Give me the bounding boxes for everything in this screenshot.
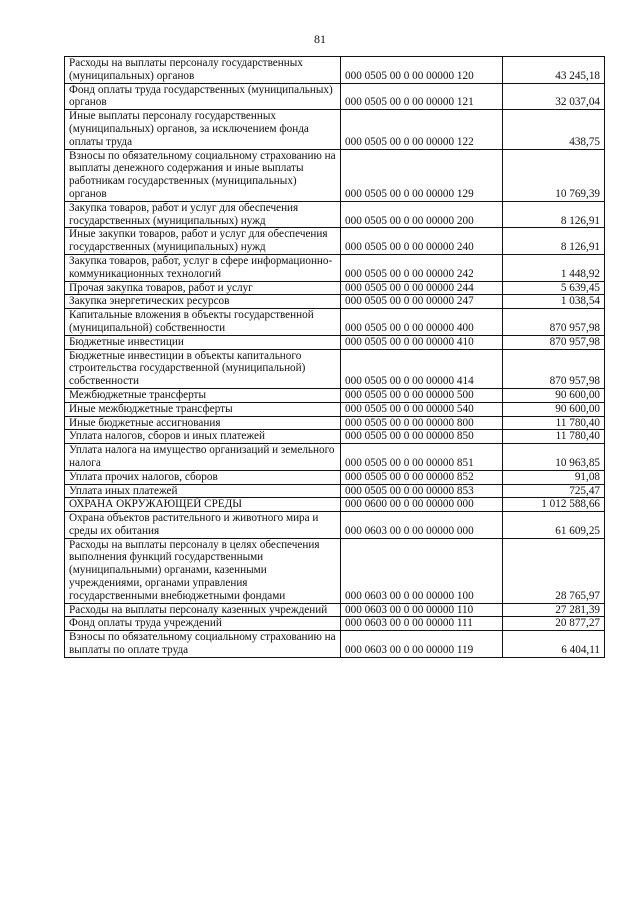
row-code-cell: 000 0603 00 0 00 00000 119 bbox=[341, 631, 503, 658]
table-row bbox=[65, 57, 605, 84]
table-row bbox=[65, 512, 605, 539]
row-code-cell: 000 0505 00 0 00 00000 247 bbox=[341, 295, 503, 309]
row-code-cell: 000 0505 00 0 00 00000 400 bbox=[341, 309, 503, 336]
row-amount-cell: 27 281,39 bbox=[503, 603, 605, 617]
table-row bbox=[65, 149, 605, 201]
row-name-cell: Бюджетные инвестиции в объекты капитального строительства государственной (муниципальной) собственности bbox=[65, 349, 341, 388]
table-row bbox=[65, 617, 605, 631]
row-code-cell: 000 0505 00 0 00 00000 800 bbox=[341, 416, 503, 430]
row-amount-cell: 90 600,00 bbox=[503, 402, 605, 416]
row-name-cell: Уплата налога на имущество организаций и земельного налога bbox=[65, 444, 341, 471]
row-amount-cell: 10 963,85 bbox=[503, 444, 605, 471]
row-name-cell: Закупка товаров, работ и услуг для обеспечения государственных (муниципальных) нужд bbox=[65, 201, 341, 228]
row-code-cell: 000 0603 00 0 00 00000 110 bbox=[341, 603, 503, 617]
row-code-cell: 000 0505 00 0 00 00000 540 bbox=[341, 402, 503, 416]
table-row bbox=[65, 335, 605, 349]
row-code-cell: 000 0505 00 0 00 00000 129 bbox=[341, 149, 503, 201]
budget-table-body bbox=[65, 57, 605, 658]
row-amount-cell: 11 780,40 bbox=[503, 416, 605, 430]
row-amount-cell: 1 012 588,66 bbox=[503, 498, 605, 512]
table-row bbox=[65, 538, 605, 603]
row-amount-cell: 90 600,00 bbox=[503, 388, 605, 402]
row-amount-cell: 61 609,25 bbox=[503, 512, 605, 539]
row-name-cell: Иные бюджетные ассигнования bbox=[65, 416, 341, 430]
row-name-cell: Расходы на выплаты персоналу казенных учреждений bbox=[65, 603, 341, 617]
row-code-cell: 000 0505 00 0 00 00000 414 bbox=[341, 349, 503, 388]
row-name-cell: Иные выплаты персоналу государственных (муниципальных) органов, за исключением фонда оплаты труда bbox=[65, 110, 341, 149]
table-row bbox=[65, 83, 605, 110]
row-code-cell: 000 0600 00 0 00 00000 000 bbox=[341, 498, 503, 512]
row-name-cell: Фонд оплаты труда государственных (муниципальных) органов bbox=[65, 83, 341, 110]
row-name-cell: Иные межбюджетные трансферты bbox=[65, 402, 341, 416]
row-amount-cell: 725,47 bbox=[503, 484, 605, 498]
table-row bbox=[65, 484, 605, 498]
table-row bbox=[65, 281, 605, 295]
row-amount-cell: 1 038,54 bbox=[503, 295, 605, 309]
table-row bbox=[65, 110, 605, 149]
table-row bbox=[65, 309, 605, 336]
row-amount-cell: 28 765,97 bbox=[503, 538, 605, 603]
row-name-cell: Уплата налогов, сборов и иных платежей bbox=[65, 430, 341, 444]
row-code-cell: 000 0505 00 0 00 00000 120 bbox=[341, 57, 503, 84]
row-name-cell: Капитальные вложения в объекты государственной (муниципальной) собственности bbox=[65, 309, 341, 336]
table-row bbox=[65, 295, 605, 309]
table-row bbox=[65, 430, 605, 444]
row-name-cell: Взносы по обязательному социальному страхованию на выплаты денежного содержания и иные выплаты работникам государственных (муниципальных) органов bbox=[65, 149, 341, 201]
row-code-cell: 000 0505 00 0 00 00000 410 bbox=[341, 335, 503, 349]
row-name-cell: Расходы на выплаты персоналу в целях обеспечения выполнения функций государственными (муниципальными) органами, казенными учреждениями, органами управления государственными внебюджетными фондами bbox=[65, 538, 341, 603]
row-code-cell: 000 0603 00 0 00 00000 000 bbox=[341, 512, 503, 539]
table-row bbox=[65, 201, 605, 228]
row-code-cell: 000 0603 00 0 00 00000 111 bbox=[341, 617, 503, 631]
row-amount-cell: 20 877,27 bbox=[503, 617, 605, 631]
row-amount-cell: 870 957,98 bbox=[503, 349, 605, 388]
row-name-cell: ОХРАНА ОКРУЖАЮЩЕЙ СРЕДЫ bbox=[65, 498, 341, 512]
row-code-cell: 000 0505 00 0 00 00000 853 bbox=[341, 484, 503, 498]
row-name-cell: Охрана объектов растительного и животного мира и среды их обитания bbox=[65, 512, 341, 539]
table-row bbox=[65, 228, 605, 255]
row-amount-cell: 870 957,98 bbox=[503, 309, 605, 336]
table-row bbox=[65, 444, 605, 471]
table-row bbox=[65, 498, 605, 512]
row-amount-cell: 43 245,18 bbox=[503, 57, 605, 84]
row-amount-cell: 8 126,91 bbox=[503, 201, 605, 228]
row-amount-cell: 6 404,11 bbox=[503, 631, 605, 658]
row-code-cell: 000 0505 00 0 00 00000 850 bbox=[341, 430, 503, 444]
row-amount-cell: 8 126,91 bbox=[503, 228, 605, 255]
row-amount-cell: 438,75 bbox=[503, 110, 605, 149]
row-name-cell: Уплата прочих налогов, сборов bbox=[65, 470, 341, 484]
row-code-cell: 000 0505 00 0 00 00000 500 bbox=[341, 388, 503, 402]
row-name-cell: Фонд оплаты труда учреждений bbox=[65, 617, 341, 631]
row-amount-cell: 870 957,98 bbox=[503, 335, 605, 349]
table-row bbox=[65, 402, 605, 416]
row-code-cell: 000 0505 00 0 00 00000 121 bbox=[341, 83, 503, 110]
row-code-cell: 000 0603 00 0 00 00000 100 bbox=[341, 538, 503, 603]
row-name-cell: Закупка энергетических ресурсов bbox=[65, 295, 341, 309]
row-code-cell: 000 0505 00 0 00 00000 852 bbox=[341, 470, 503, 484]
table-row bbox=[65, 470, 605, 484]
row-amount-cell: 1 448,92 bbox=[503, 254, 605, 281]
row-code-cell: 000 0505 00 0 00 00000 200 bbox=[341, 201, 503, 228]
row-name-cell: Расходы на выплаты персоналу государственных (муниципальных) органов bbox=[65, 57, 341, 84]
row-code-cell: 000 0505 00 0 00 00000 240 bbox=[341, 228, 503, 255]
row-name-cell: Взносы по обязательному социальному страхованию на выплаты по оплате труда bbox=[65, 631, 341, 658]
row-code-cell: 000 0505 00 0 00 00000 244 bbox=[341, 281, 503, 295]
row-code-cell: 000 0505 00 0 00 00000 242 bbox=[341, 254, 503, 281]
row-amount-cell: 11 780,40 bbox=[503, 430, 605, 444]
table-row bbox=[65, 254, 605, 281]
row-amount-cell: 10 769,39 bbox=[503, 149, 605, 201]
row-amount-cell: 32 037,04 bbox=[503, 83, 605, 110]
table-row bbox=[65, 416, 605, 430]
page-number: 81 bbox=[314, 32, 326, 46]
row-code-cell: 000 0505 00 0 00 00000 122 bbox=[341, 110, 503, 149]
row-code-cell: 000 0505 00 0 00 00000 851 bbox=[341, 444, 503, 471]
row-name-cell: Закупка товаров, работ, услуг в сфере информационно-коммуникационных технологий bbox=[65, 254, 341, 281]
table-row bbox=[65, 388, 605, 402]
row-name-cell: Иные закупки товаров, работ и услуг для обеспечения государственных (муниципальных) нужд bbox=[65, 228, 341, 255]
row-name-cell: Прочая закупка товаров, работ и услуг bbox=[65, 281, 341, 295]
row-name-cell: Бюджетные инвестиции bbox=[65, 335, 341, 349]
row-amount-cell: 91,08 bbox=[503, 470, 605, 484]
row-amount-cell: 5 639,45 bbox=[503, 281, 605, 295]
row-name-cell: Уплата иных платежей bbox=[65, 484, 341, 498]
table-row bbox=[65, 349, 605, 388]
row-name-cell: Межбюджетные трансферты bbox=[65, 388, 341, 402]
budget-table bbox=[64, 56, 605, 658]
table-row bbox=[65, 603, 605, 617]
table-row bbox=[65, 631, 605, 658]
